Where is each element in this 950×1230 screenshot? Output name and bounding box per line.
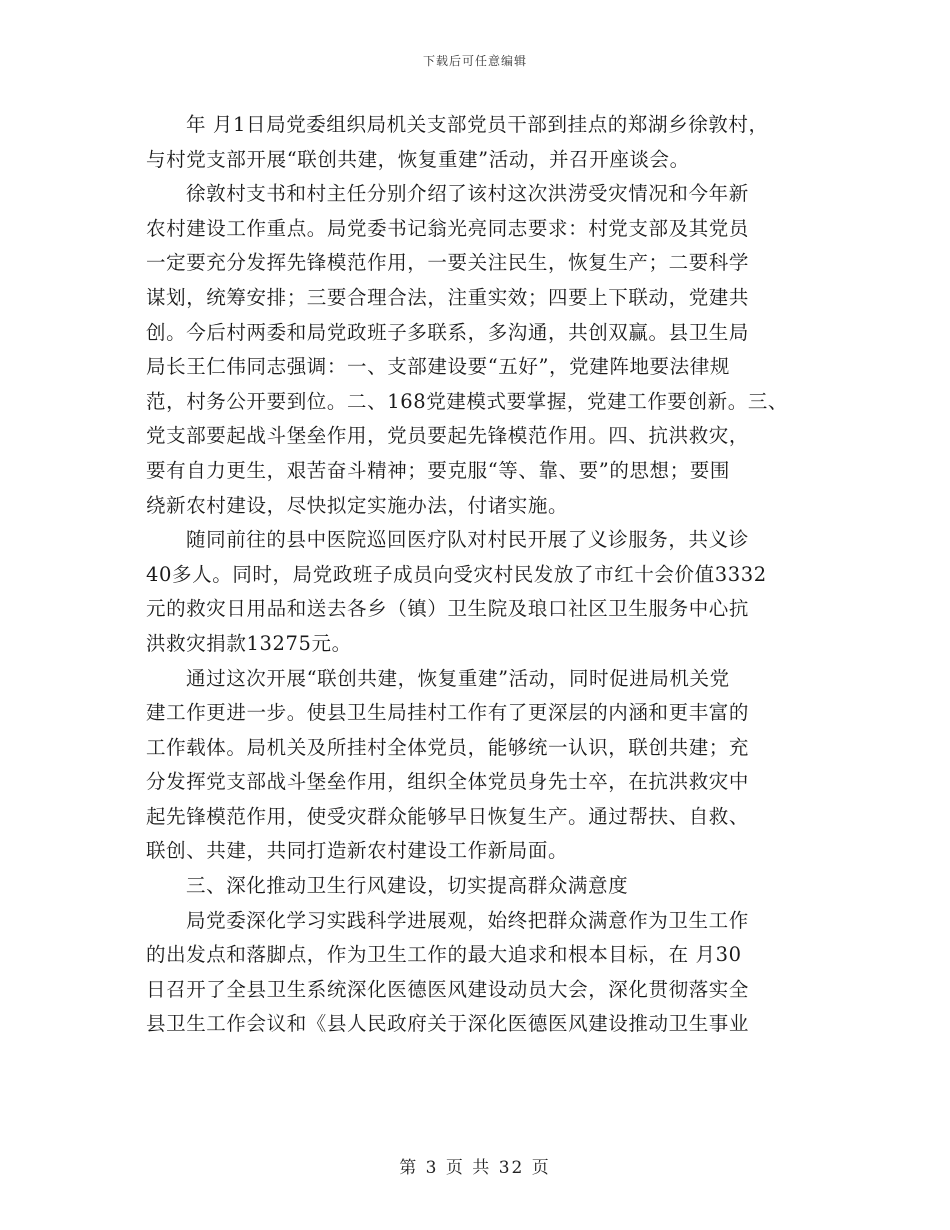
body-line: 年 月1日局党委组织局机关支部党员干部到挂点的郑湖乡徐敦村， <box>186 113 769 136</box>
body-line: 局党委深化学习实践科学进展观，始终把群众满意作为卫生工作 <box>186 908 749 932</box>
body-line: 县卫生工作会议和《县人民政府关于深化医德医风建设推动卫生事业 <box>146 1012 750 1036</box>
body-line: 一定要充分发挥先锋模范作用，一要关注民生，恢复生产；二要科学 <box>146 251 750 275</box>
body-line: 党支部要起战斗堡垒作用，党员要起先锋模范作用。四、抗洪救灾， <box>146 424 750 448</box>
page-header: 下载后可任意编辑 <box>422 54 527 68</box>
document-body <box>146 108 826 1042</box>
body-line: 分发挥党支部战斗堡垒作用，组织全体党员身先士卒，在抗洪救灾中 <box>146 770 750 794</box>
page-number-footer: 第 3 页 共 32 页 <box>399 1158 551 1178</box>
body-line: 徐敦村支书和村主任分别介绍了该村这次洪涝受灾情况和今年新 <box>186 182 749 206</box>
body-line: 局长王仁伟同志强调：一、支部建设要“五好”，党建阵地要法律规 <box>146 355 730 379</box>
body-line: 工作载体。局机关及所挂村全体党员，能够统一认识，联创共建；充 <box>146 735 750 759</box>
section-heading: 三、深化推动卫生行风建设，切实提高群众满意度 <box>186 874 629 898</box>
body-line: 农村建设工作重点。局党委书记翁光亮同志要求：村党支部及其党员 <box>146 216 750 240</box>
body-line: 与村党支部开展“联创共建，恢复重建”活动，并召开座谈会。 <box>146 147 690 171</box>
body-line: 的出发点和落脚点，作为卫生工作的最大追求和根本目标，在 月30 <box>146 943 742 967</box>
body-line: 随同前往的县中医院巡回医疗队对村民开展了义诊服务，共义诊 <box>186 528 749 552</box>
body-line: 要有自力更生，艰苦奋斗精神；要克服“等、靠、要”的思想；要围 <box>146 458 730 482</box>
body-line: 洪救灾捐款13275元。 <box>146 631 352 655</box>
body-line: 创。今后村两委和局党政班子多联系，多沟通，共创双赢。县卫生局 <box>146 320 750 344</box>
body-line: 联创、共建，共同打造新农村建设工作新局面。 <box>146 839 569 863</box>
body-line: 40多人。同时，局党政班子成员向受灾村民发放了市红十会价值3332 <box>146 562 767 586</box>
body-line: 范，村务公开要到位。二、168党建模式要掌握，党建工作要创新。三、 <box>146 389 789 413</box>
body-line: 谋划，统筹安排；三要合理合法，注重实效；四要上下联动，党建共 <box>146 285 750 309</box>
body-line: 绕新农村建设，尽快拟定实施办法，付诸实施。 <box>146 493 569 517</box>
body-line: 日召开了全县卫生系统深化医德医风建设动员大会，深化贯彻落实全 <box>146 977 750 1001</box>
body-line: 通过这次开展“联创共建，恢复重建”活动，同时促进局机关党 <box>186 666 730 690</box>
body-line: 元的救灾日用品和送去各乡（镇）卫生院及琅口社区卫生服务中心抗 <box>146 597 750 621</box>
body-line: 起先锋模范作用，使受灾群众能够早日恢复生产。通过帮扶、自救、 <box>146 804 750 828</box>
body-line: 建工作更进一步。使县卫生局挂村工作有了更深层的内涵和更丰富的 <box>146 701 750 725</box>
